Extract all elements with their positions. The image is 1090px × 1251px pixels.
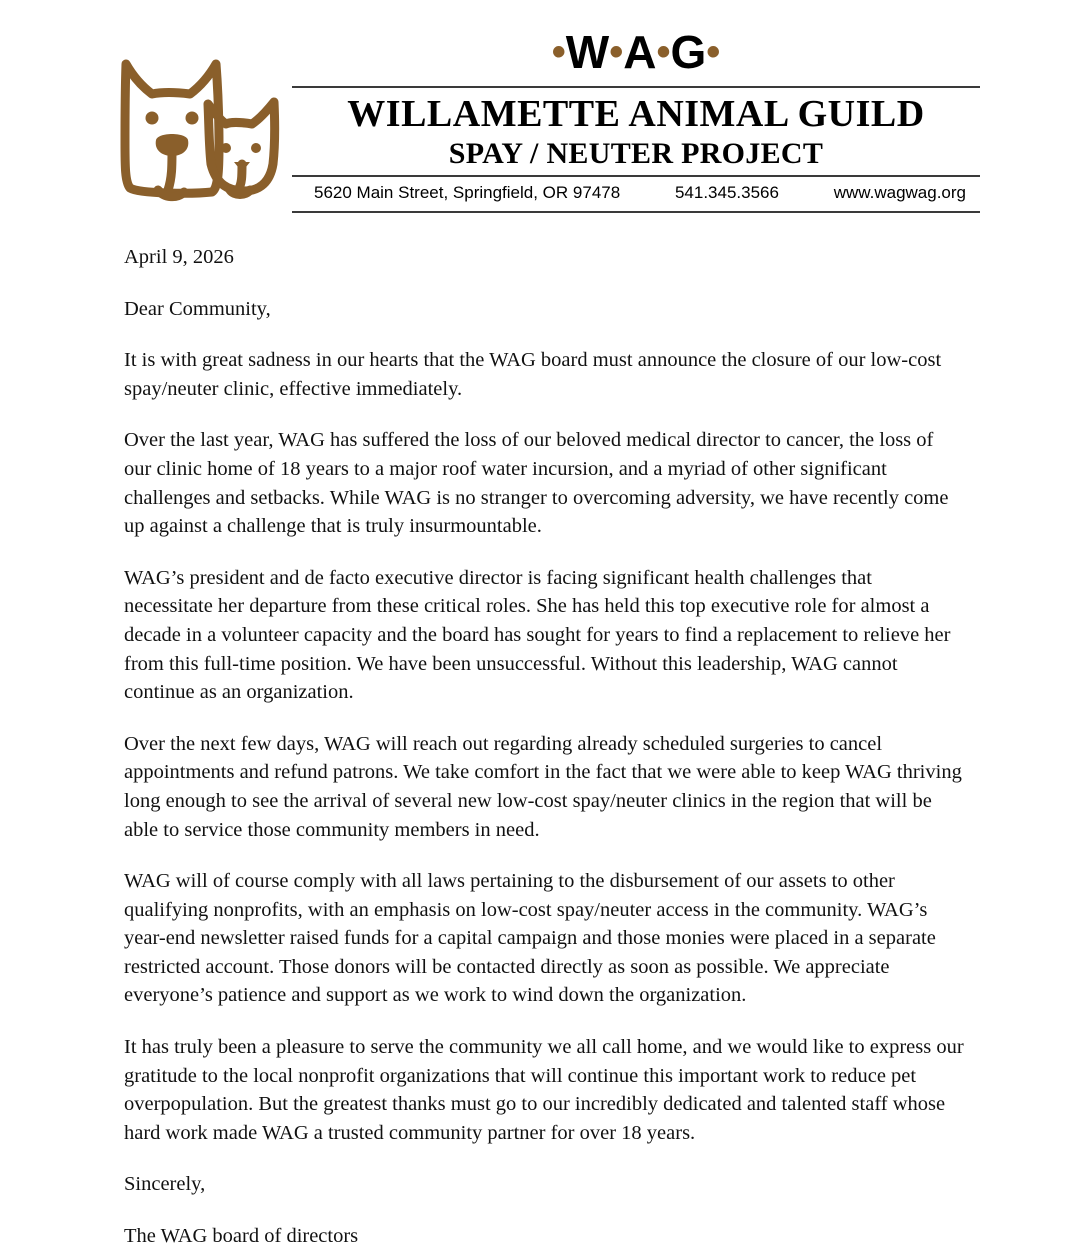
- letter-paragraph: It has truly been a pleasure to serve the community we all call home, and we would like to express our gratitude to the local nonprofit organizations that will continue this important work to reduce pet overpopulation. But the greatest thanks must go to our incredibly dedicated and talented staff whose hard work made WAG a trusted community partner for over 18 years.: [124, 1036, 964, 1144]
- letter-paragraph: Over the next few days, WAG will reach out regarding already scheduled surgeries to cancel appointments and refund patrons. We take comfort in the fact that we were able to keep WAG thriving long enough to see the arrival of several new low-cost spay/neuter clinics in the region that will be able to service those community members in need.: [124, 732, 962, 841]
- wag-dog-cat-logo: [108, 42, 286, 210]
- wordmark-dot-3: •: [656, 30, 671, 75]
- contact-address: 5620 Main Street, Springfield, OR 97478: [314, 183, 621, 202]
- letterhead: [0, 0, 1090, 218]
- letter-closing: Sincerely,: [124, 1173, 206, 1196]
- wag-wordmark: [292, 28, 980, 78]
- letter-body: [124, 243, 964, 1251]
- letterhead-rule-top: [292, 86, 980, 88]
- organization-name: WILLAMETTE ANIMAL GUILD: [347, 93, 925, 135]
- wordmark-dot-1: •: [551, 30, 566, 75]
- contact-phone: 541.345.3566: [674, 183, 779, 202]
- letter-salutation: Dear Community,: [124, 297, 271, 320]
- cat-left-eye-icon: [221, 143, 231, 153]
- wordmark-letter-w: W: [565, 26, 610, 78]
- letterhead-contact-row: [292, 177, 980, 208]
- letter-paragraph: Over the last year, WAG has suffered the loss of our beloved medical director to cancer, the loss of our clinic home of 18 years to a major roof water incursion, and a myriad of other significant challenges and setbacks. While WAG is no stranger to overcoming adversity, we have recently come up against a challenge that is truly insurmountable.: [124, 429, 949, 538]
- wordmark-dot-2: •: [609, 30, 624, 75]
- letterhead-text-block: [292, 28, 980, 213]
- dog-left-eye-icon: [146, 112, 159, 125]
- wordmark-dot-4: •: [706, 30, 721, 75]
- organization-tagline: SPAY / NEUTER PROJECT: [448, 137, 824, 170]
- contact-website[interactable]: www.wagwag.org: [833, 183, 966, 202]
- letter-paragraph: WAG’s president and de facto executive director is facing significant health challenges that necessitate her departure from these critical roles. She has held this top executive role for almost a decade in a volunteer capacity and the board has sought for years to find a replacement to relieve her from this full-time position. We have been unsuccessful. Without this leadership, WAG cannot continue as an organization.: [124, 566, 951, 704]
- letter-paragraph: WAG will of course comply with all laws pertaining to the disbursement of our assets to other qualifying nonprofits, with an emphasis on low-cost spay/neuter access in the community. WAG’s year-end newsletter raised funds for a capital campaign and those monies were placed in a separate restricted account. Those donors will be contacted directly as soon as possible. We appreciate everyone’s patience and support as we work to wind down the organization.: [124, 870, 936, 1007]
- wordmark-letter-a: A: [623, 26, 657, 78]
- letter-signature: The WAG board of directors: [124, 1225, 359, 1248]
- wordmark-letter-g: G: [670, 26, 707, 78]
- dog-right-eye-icon: [186, 112, 199, 125]
- letter-date: April 9, 2026: [124, 246, 234, 268]
- cat-right-eye-icon: [251, 143, 261, 153]
- dog-nose-icon: [156, 134, 189, 156]
- cat-nose-icon: [234, 162, 250, 172]
- letter-paragraph: It is with great sadness in our hearts that the WAG board must announce the closure of our low-cost spay/neuter clinic, effective immediately.: [124, 349, 942, 400]
- letterhead-rule-bottom: [292, 211, 980, 213]
